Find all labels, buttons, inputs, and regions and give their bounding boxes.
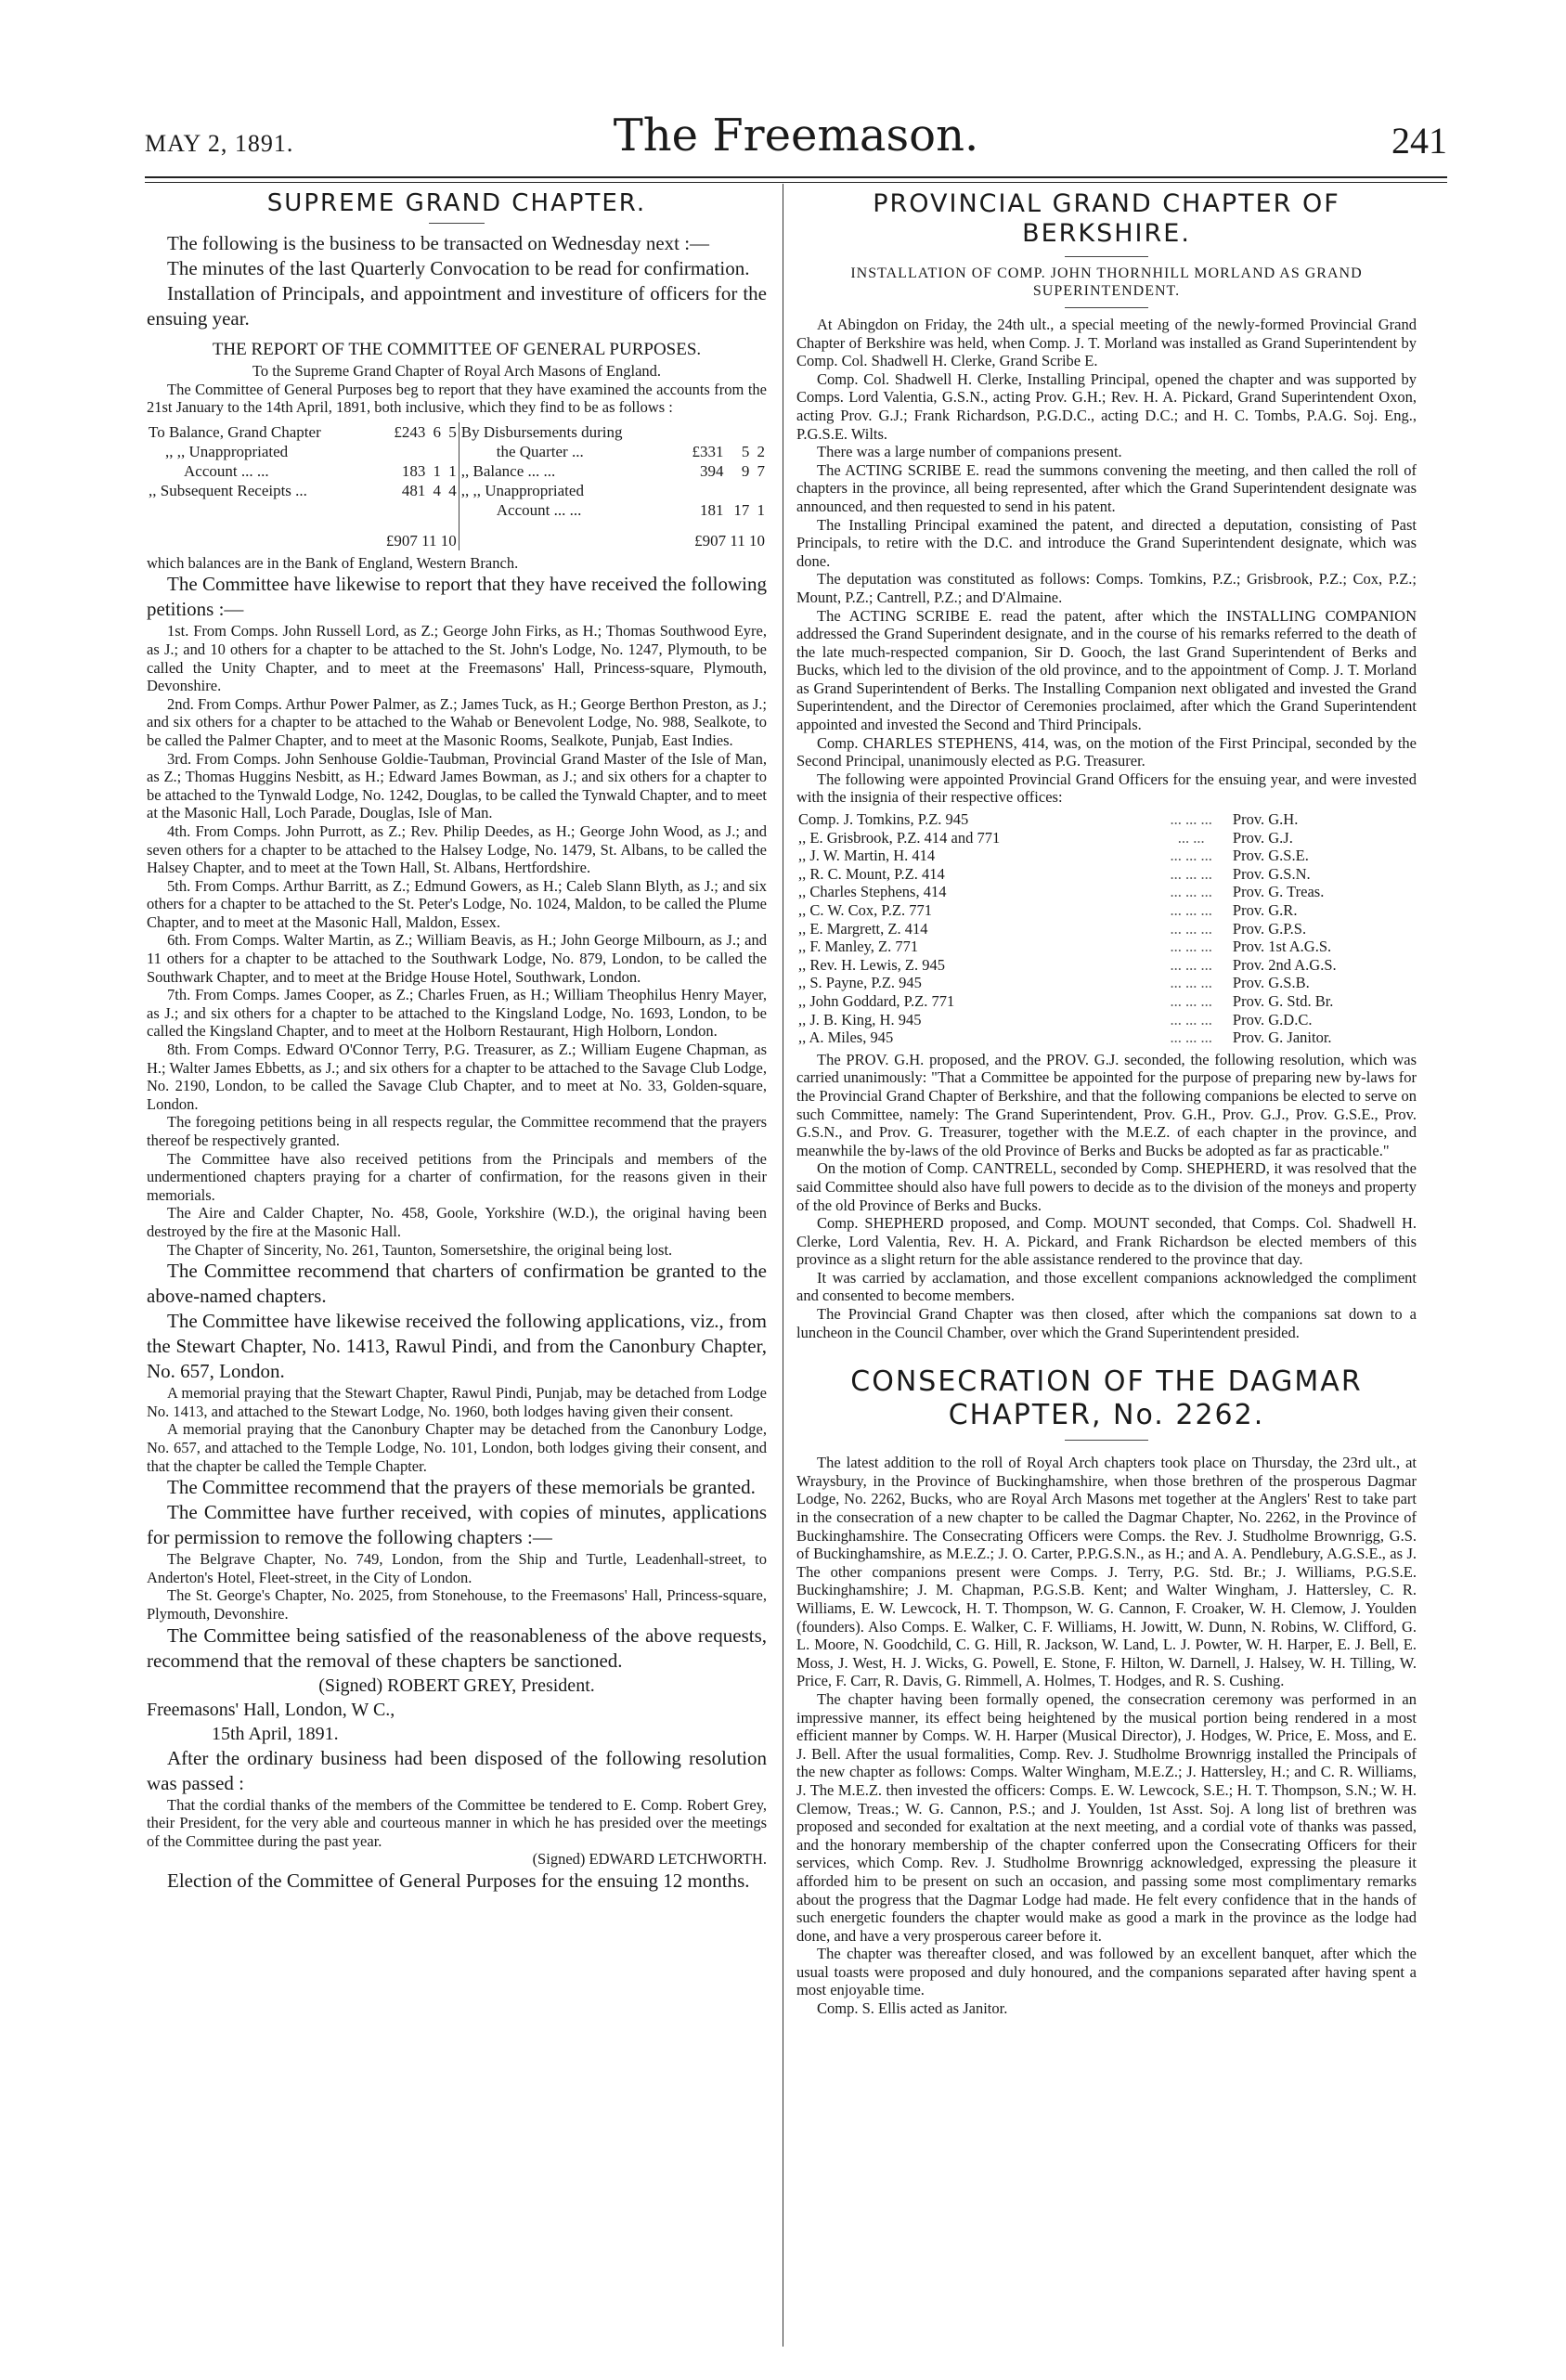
foregoing-paragraph: The foregoing petitions being in all respects regular, the Committee recommend that the prayers thereof be respectively granted. <box>147 1113 767 1149</box>
balances-line: which balances are in the Bank of England, Western Branch. <box>147 553 519 572</box>
petition-item: 1st. From Comps. John Russell Lord, as Z.; George John Firks, as H.; Thomas Southwood Eyre, as J.; and 10 others for a chapter to be attached to the St. John's Lodge, No. 1247, Plymouth, to be called the Unity Chapter, and to meet at the Freemasons' Hall, Princess-square, Plymouth, Devonshire. <box>147 622 767 695</box>
consecration-paragraph: The chapter having been formally opened, the consecration ceremony was performed in an impressive manner, its effect being heightened by the musical portion being rendered in a most efficient manner by Comps. W. H. Harper (Musical Director), J. Hodges, W. Price, E. Moss, and E. J. Bell. After the usual formalities, Comp. Rev. J. Studholme Brownrigg installed the Principals of the new chapter as follows: Comps. Walter Wingham, M.E.Z.; J. Hattersley, H.; and C. R. Williams, J. The M.E.Z. then invested the officers: Comps. E. W. Lewcock, S.E.; H. T. Thompson, S.N.; W. H. Clemow, Treas.; W. G. Cannon, P.S.; and J. Youlden, 1st Asst. Soj. A long list of brethren was proposed and seconded for exaltation at the next meeting, and a cordial vote of thanks was passed, and the honorary membership of the chapter conferred upon the Consecrating Officers for their services, which Comp. Rev. J. Studholme Brownrigg acknowledged, expressing the pleasure it afforded him to be present on such an occasion, and passing some most complimentary remarks about the progress that the Dagmar Lodge had made. He felt every confidence that in the hands of such energetic founders the chapter would make as good a mark in the province as the lodge had done, and have a very prosperous career before it. <box>796 1689 1417 1945</box>
installation-paragraph: Installation of Principals, and appointment and investiture of officers for the ensuing year. <box>147 282 767 330</box>
officer-office: Prov. G.S.N. <box>1232 864 1311 883</box>
officer-name: ,, Rev. H. Lewis, Z. 945 <box>798 955 945 974</box>
report-paragraph: The ACTING SCRIBE E. read the patent, after which the INSTALLING COMPANION addressed the Grand Superindent designate, and in the course of his remarks referred to the death of the late much-respected companion, Sir D. Gooch, the last Grand Superintendent of Berks and Bucks, which led to the division of the old province, and to the appointment of Comp. J. T. Morland as Grand Superintendent of Berks. The Installing Companion next obligated and invested the Grand Superintendent, and the Director of Ceremonies proclaimed, after which the Grand Superintendent appointed and invested the Second and Third Principals. <box>796 606 1417 734</box>
signed-place: Freemasons' Hall, London, W C., <box>147 1699 395 1720</box>
acct-left-shillings: 1 <box>433 461 442 480</box>
acct-right-pence: 2 <box>757 442 765 460</box>
header-rule <box>145 176 1447 178</box>
acct-right-shillings: 5 <box>741 442 750 460</box>
acct-left-shillings: 6 <box>433 422 442 441</box>
officer-name: ,, John Goddard, P.Z. 771 <box>798 991 955 1010</box>
acct-right-total: £907 11 10 <box>694 531 765 550</box>
confirmation-item: The Chapter of Sincerity, No. 261, Taunton, Somersetshire, the original being lost. <box>167 1240 673 1259</box>
memorial-item: A memorial praying that the Stewart Chapter, Rawul Pindi, Punjab, may be detached from Lodge No. 1413, and attached to the Stewart Lodge, No. 1960, both lodges having given their consent. <box>147 1384 767 1420</box>
officer-row: ,, F. Manley, Z. 771 ... ... ... Prov. 1st A.G.S. <box>796 938 1417 956</box>
officer-row: ,, E. Margrett, Z. 414 ... ... ... Prov. G.P.S. <box>796 920 1417 938</box>
officer-row: ,, Charles Stephens, 414 ... ... ... Prov. G. Treas. <box>796 883 1417 901</box>
officer-name: ,, R. C. Mount, P.Z. 414 <box>798 864 945 883</box>
supreme-grand-chapter-heading: SUPREME GRAND CHAPTER. <box>266 189 647 217</box>
removal-item: The St. George's Chapter, No. 2025, from Stonehouse, to the Freemasons' Hall, Princess-square, Plymouth, Devonshire. <box>147 1586 767 1623</box>
consecration-heading: CONSECRATION OF THE DAGMAR CHAPTER, No. 2262. <box>850 1365 1363 1432</box>
signed-date: 15th April, 1891. <box>212 1723 339 1744</box>
acct-left-label: ,, ,, Unappropriated <box>165 442 289 460</box>
acct-right-pounds: 181 <box>699 500 724 519</box>
petition-item: 7th. From Comps. James Cooper, as Z.; Charles Fruen, as H.; William Theophilus Henry Mayer, as J.; and six others for a chapter to be attached to the Kingsland Lodge, No. 1693, London, to be called the Kingsland Chapter, and to meet at the Holborn Restaurant, High Holborn, London. <box>147 986 767 1041</box>
consecration-paragraph: Comp. S. Ellis acted as Janitor. <box>817 1999 1008 2018</box>
minutes-paragraph: The minutes of the last Quarterly Convocation to be read for confirmation. <box>167 257 750 279</box>
acct-left-pence: 1 <box>443 461 459 481</box>
acct-right-pence: 1 <box>757 500 765 519</box>
officer-office: Prov. G.R. <box>1232 901 1298 919</box>
report-address: To the Supreme Grand Chapter of Royal Arch Masons of England. <box>252 362 662 380</box>
acct-right-label: the Quarter ... <box>496 442 584 460</box>
petition-item: 8th. From Comps. Edward O'Connor Terry, P.G. Treasurer, as Z.; William Eugene Chapman, as H.; Walter James Ebbetts, as J.; and six others for a chapter to be attached to the Savage Club Lodge, No. 2190, London, to be called the Savage Club Chapter, and to meet at No. 33, Golden-square, London. <box>147 1041 767 1113</box>
officer-office: Prov. G.J. <box>1232 828 1293 847</box>
officer-row: ,, J. W. Martin, H. 414 ... ... ... Prov. G.S.E. <box>796 847 1417 865</box>
officer-name: ,, F. Manley, Z. 771 <box>798 938 919 956</box>
confirmation-intro: The Committee have also received petitions from the Principals and members of the undermentioned chapters praying for a charter of confirmation, for the reasons given in their memorials. <box>147 1149 767 1204</box>
signed-president: (Signed) ROBERT GREY, President. <box>318 1675 595 1696</box>
report-paragraph: There was a large number of companions present. <box>817 443 1122 461</box>
removal-item: The Belgrave Chapter, No. 749, London, from the Ship and Turtle, Leadenhall-street, to Anderton's Hotel, Fleet-street, in the City of London. <box>147 1550 767 1586</box>
report-paragraph: The Provincial Grand Chapter was then closed, after which the companions sat down to a luncheon in the Council Chamber, over which the Grand Superintendent presided. <box>796 1305 1417 1341</box>
after-business: After the ordinary business had been disposed of the following resolution was passed : <box>147 1746 767 1794</box>
report-paragraph: The deputation was constituted as follows: Comps. Tomkins, P.Z.; Grisbrook, P.Z.; Cox, P.Z.; Mount, P.Z.; Cantrell, P.Z.; and D'Almaine. <box>796 570 1417 606</box>
acct-left-shillings: 4 <box>433 481 442 499</box>
officer-office: Prov. G.S.E. <box>1232 847 1309 865</box>
acct-left-pounds: £243 <box>394 422 426 441</box>
confirmation-item: The Aire and Calder Chapter, No. 458, Goole, Yorkshire (W.D.), the original having been destroyed by the fire at the Masonic Hall. <box>147 1204 767 1240</box>
officer-name: ,, S. Payne, P.Z. 945 <box>798 974 922 992</box>
accounts-table <box>147 422 767 550</box>
left-column <box>147 186 767 1894</box>
heading-rule <box>1065 256 1148 257</box>
acct-right-label: Account ... ... <box>496 500 582 519</box>
officer-office: Prov. G.H. <box>1232 810 1299 829</box>
consecration-paragraph: The chapter was thereafter closed, and was followed by an excellent banquet, after which the usual toasts were proposed and duly honoured, and the companions separated after having spent a most enjoyable time. <box>796 1945 1417 1999</box>
resolution-text: That the cordial thanks of the members of the Committee be tendered to E. Comp. Robert Grey, their President, for the very able and courteous manner in which he has presided over the meetings of the Committee during the past year. <box>147 1795 767 1850</box>
officer-row: ,, A. Miles, 945 ... ... ... Prov. G. Janitor. <box>796 1028 1417 1047</box>
acct-right-label: ,, Balance ... ... <box>460 461 556 480</box>
petition-item: 6th. From Comps. Walter Martin, as Z.; William Beavis, as H.; John George Milbourn, as J.; and 11 others for a chapter to be attached to the Southwark Lodge, No. 879, London, to be called the Southwark Chapter, and to meet at the Bridge House Hotel, Southwark, London. <box>147 931 767 986</box>
newspaper-title: The Freemason. <box>613 110 979 162</box>
acct-right-pence: 7 <box>757 461 765 480</box>
report-paragraph: On the motion of Comp. CANTRELL, seconded by Comp. SHEPHERD, it was resolved that the said Committee should also have full powers to decide as to the division of the moneys and property of the old Province of Berks and Bucks. <box>796 1159 1417 1214</box>
officer-name: ,, E. Grisbrook, P.Z. 414 and 771 <box>798 828 1001 847</box>
signed-letchworth: (Signed) EDWARD LETCHWORTH. <box>532 1850 767 1869</box>
acct-left-pence: 4 <box>443 481 459 500</box>
report-paragraph: The Installing Principal examined the patent, and directed a deputation, consisting of Past Principals, to retire with the D.C. and introduce the Grand Superintendent designate, which was done. <box>796 515 1417 570</box>
officers-table <box>796 810 1417 1047</box>
report-paragraph: It was carried by acclamation, and those excellent companions acknowledged the compliment and consented to become members. <box>796 1268 1417 1305</box>
officer-name: ,, J. W. Martin, H. 414 <box>798 847 936 865</box>
satisfied-paragraph: The Committee being satisfied of the reasonableness of the above requests, recommend that the removal of these chapters be sanctioned. <box>147 1623 767 1672</box>
minutes-applications: The Committee have further received, with copies of minutes, applications for permission to remove the following chapters :— <box>147 1501 767 1549</box>
officer-office: Prov. G.D.C. <box>1232 1010 1313 1028</box>
officer-office: Prov. 2nd A.G.S. <box>1232 955 1337 974</box>
officer-office: Prov. 1st A.G.S. <box>1232 938 1332 956</box>
memorial-item: A memorial praying that the Canonbury Chapter may be detached from the Canonbury Lodge, No. 657, and attached to the Temple Lodge, No. 101, London, both lodges giving their consent, and that the chapter be called the Temple Chapter. <box>147 1420 767 1475</box>
officer-row: ,, Rev. H. Lewis, Z. 945 ... ... ... Prov. 2nd A.G.S. <box>796 956 1417 975</box>
officer-row: ,, E. Grisbrook, P.Z. 414 and 771 ... ... Prov. G.J. <box>796 829 1417 847</box>
report-paragraph: The PROV. G.H. proposed, and the PROV. G.J. seconded, the following resolution, which was carried unanimously: "That a Committee be appointed for the purpose of preparing new by-laws for the Provincial Grand Chapter of Berkshire, and that the following companions be elected to serve on such Committee, namely: The Grand Superintendent, Prov. G.H., Prov. G.J., Prov. G.S.E., Prov. G.S.N., and Prov. G. Treasurer, together with the M.E.Z. of each chapter in the province, and meanwhile the by-laws of the old Province of Berks and Bucks be adopted as far as practicable." <box>796 1050 1417 1159</box>
acct-right-label: By Disbursements during <box>460 422 623 441</box>
recommend-prayers: The Committee recommend that the prayers of these memorials be granted. <box>167 1476 756 1499</box>
officer-row: ,, John Goddard, P.Z. 771 ... ... ... Prov. G. Std. Br. <box>796 992 1417 1011</box>
petition-item: 4th. From Comps. John Purrott, as Z.; Rev. Philip Deedes, as H.; George John Wood, as J.; and seven others for a chapter to be attached to the Halsey Lodge, No. 1479, St. Albans, to be called the Halsey Chapter, and to meet at the Town Hall, St. Albans, Hertfordshire. <box>147 821 767 877</box>
report-paragraph: Comp. SHEPHERD proposed, and Comp. MOUNT seconded, that Comps. Col. Shadwell H. Clerke, Lord Valentia, Rev. H. A. Pickard, and Frank Richardson be elected members of this province as a slight return for the able assistance rendered to the province that day. <box>796 1214 1417 1269</box>
election-paragraph: Election of the Committee of General Purposes for the ensuing 12 months. <box>167 1869 750 1892</box>
heading-dash <box>429 223 485 224</box>
officer-name: ,, A. Miles, 945 <box>798 1028 894 1047</box>
report-paragraph: Comp. Col. Shadwell H. Clerke, Installing Principal, opened the chapter and was supported by Comps. Lord Valentia, G.S.N., acting Prov. G.H.; Rev. H. A. Pickard, Grand Superintendent Oxon, acting Prov. G.J.; Frank Richardson, P.G.D.C., acting D.C.; and H. C. Tombs, P.A.G. Soj. Eng., P.G.S.E. Wilts. <box>796 369 1417 443</box>
petition-item: 2nd. From Comps. Arthur Power Palmer, as Z.; James Tuck, as H.; George Berthon Preston, as J.; and six others for a chapter to be attached to the Wahab or Benevolent Lodge, No. 988, Sealkote, to be called the Palmer Chapter, and to meet at the Masonic Rooms, Sealkote, Punjab, East Indies. <box>147 694 767 749</box>
consecration-paragraph: The latest addition to the roll of Royal Arch chapters took place on Thursday, the 23rd ult., at Wraysbury, in the Province of Buckinghamshire, when those brethren of the prosperous Dagmar Lodge, No. 2262, Bucks, who are Royal Arch Masons met together at the Anglers' Rest to take part in the consecration of a new chapter to be called the Dagmar Chapter, No. 2262, in the Province of Buckinghamshire. The Consecrating Officers were Comps. the Rev. J. Studholme Brownrigg, G.S. of Buckinghamshire, as M.E.Z.; J. O. Carter, P.P.G.S.N., as H.; and A. A. Pendlebury, A.G.S.E., as J. The other companions present were Comps. J. Terry, P.G. Std. Br.; J. Williams, P.G.S.E. Buckinghamshire; J. M. Chapman, P.G.S.B. Kent; and Walter Wingham, J. Hattersley, C. R. Williams, E. W. Lewcock, H. T. Thompson, W. G. Cannon, F. Croaker, W. H. Clemow, J. Youlden (founders). Also Comps. E. Walker, C. F. Williams, H. Jowitt, W. Dunn, N. Robins, W. Clifford, G. L. Moore, N. Goodchild, C. G. Hill, R. Jackson, W. Land, L. J. Powter, W. H. Harper, E. J. Bell, E. Moss, J. West, H. J. Wicks, G. Powell, E. Stone, F. Hilton, W. Darnell, J. Halsey, W. H. Tilling, W. Price, F. Carr, R. Davis, G. Rimmell, A. Holmes, T. Hodges, and R. S. Cushing. <box>796 1454 1417 1690</box>
petition-item: 3rd. From Comps. John Senhouse Goldie-Taubman, Provincial Grand Master of the Isle of Man, as Z.; Thomas Huggins Nesbitt, as H.; Edward James Bowman, as J.; and six others for a chapter to be attached to the Tynwald Lodge, No. 1242, Douglas, to be called the Tynwald Chapter, and to meet at the Masonic Hall, Loch Parade, Douglas, Isle of Man. <box>147 749 767 822</box>
officer-office: Prov. G.S.B. <box>1232 974 1310 992</box>
acct-left-total: £907 11 10 <box>147 520 459 550</box>
report-paragraph: At Abingdon on Friday, the 24th ult., a special meeting of the newly-formed Provincial Grand Chapter of Berkshire was held, when Comp. J. T. Morland was installed as Grand Superintendent by Comp. Col. Shadwell H. Clerke, Grand Scribe E. <box>796 316 1417 370</box>
officer-office: Prov. G. Std. Br. <box>1232 991 1334 1010</box>
acct-left-label: Account ... ... <box>184 461 269 480</box>
report-paragraph: The following were appointed Provincial Grand Officers for the ensuing year, and were invested with the insignia of their respective offices: <box>796 770 1417 807</box>
acct-left-pounds: 481 <box>401 481 426 499</box>
officer-office: Prov. G. Janitor. <box>1232 1028 1332 1047</box>
officer-name: ,, C. W. Cox, P.Z. 771 <box>798 901 932 919</box>
intro-paragraph: The following is the business to be transacted on Wednesday next :— <box>167 232 710 254</box>
officer-row: ,, S. Payne, P.Z. 945 ... ... ... Prov. G.S.B. <box>796 974 1417 992</box>
officer-name: Comp. J. Tomkins, P.Z. 945 <box>798 810 969 829</box>
right-column <box>796 186 1417 2018</box>
acct-right-pounds: £331 <box>692 442 724 460</box>
report-paragraph: The ACTING SCRIBE E. read the summons convening the meeting, and then called the roll of chapters in the province, all being represented, after which the Grand Superintendent designate was announced, and then requested to send in his patent. <box>796 460 1417 515</box>
masthead <box>145 110 1447 175</box>
acct-left-pounds: 183 <box>401 461 426 480</box>
provincial-chapter-heading: PROVINCIAL GRAND CHAPTER OF BERKSHIRE. <box>873 189 1340 248</box>
acct-left-label: To Balance, Grand Chapter <box>149 422 321 441</box>
officer-row: ,, R. C. Mount, P.Z. 414 ... ... ... Prov. G.S.N. <box>796 865 1417 884</box>
acct-left-label: ,, Subsequent Receipts ... <box>149 481 307 499</box>
officer-row: Comp. J. Tomkins, P.Z. 945 ... ... ... Prov. G.H. <box>796 810 1417 829</box>
officer-office: Prov. G. Treas. <box>1232 883 1325 901</box>
report-intro: The Committee of General Purposes beg to report that they have examined the accounts from the 21st January to the 14th April, 1891, both inclusive, which they find to be as follows : <box>147 380 767 417</box>
officer-name: ,, E. Margrett, Z. 414 <box>798 919 928 938</box>
petition-item: 5th. From Comps. Arthur Barritt, as Z.; Edmund Gowers, as H.; Caleb Slann Blyth, as J.; and six others for a chapter to be attached to the St. Peter's Lodge, No. 1024, Maldon, to be called the Plume Chapter, and to meet at the Masonic Hall, Maldon, Essex. <box>147 876 767 931</box>
acct-right-label: ,, ,, Unappropriated <box>460 481 584 499</box>
petitions-intro: The Committee have likewise to report that they have received the following petitions :— <box>147 573 767 621</box>
recommend-charters: The Committee recommend that charters of confirmation be granted to the above-named chapters. <box>147 1260 767 1308</box>
acct-right-shillings: 17 <box>733 500 750 519</box>
officer-row: ,, C. W. Cox, P.Z. 771 ... ... ... Prov. G.R. <box>796 901 1417 920</box>
acct-right-shillings: 9 <box>741 461 750 480</box>
consecration-rule <box>1065 1440 1148 1441</box>
header-rule-thin <box>145 182 1447 183</box>
officer-row: ,, J. B. King, H. 945 ... ... ... Prov. G.D.C. <box>796 1011 1417 1029</box>
acct-left-pence: 5 <box>443 422 459 442</box>
officer-office: Prov. G.P.S. <box>1232 919 1307 938</box>
installation-subheading: INSTALLATION OF COMP. JOHN THORNHILL MORLAND AS GRAND SUPERINTENDENT. <box>850 265 1363 299</box>
officer-name: ,, J. B. King, H. 945 <box>798 1010 922 1028</box>
page-number: 241 <box>1391 120 1447 162</box>
subheading-rule <box>1065 307 1148 308</box>
report-paragraph: Comp. CHARLES STEPHENS, 414, was, on the motion of the First Principal, seconded by the Second Principal, unanimously elected as P.G. Treasurer. <box>796 733 1417 770</box>
report-heading: THE REPORT OF THE COMMITTEE OF GENERAL PURPOSES. <box>212 340 702 359</box>
officer-name: ,, Charles Stephens, 414 <box>798 883 947 901</box>
issue-date: MAY 2, 1891. <box>145 130 294 157</box>
applications-paragraph: The Committee have likewise received the following applications, viz., from the Stewart Chapter, No. 1413, Rawul Pindi, and from the Canonbury Chapter, No. 657, London. <box>147 1310 767 1383</box>
acct-right-pounds: 394 <box>699 461 724 480</box>
